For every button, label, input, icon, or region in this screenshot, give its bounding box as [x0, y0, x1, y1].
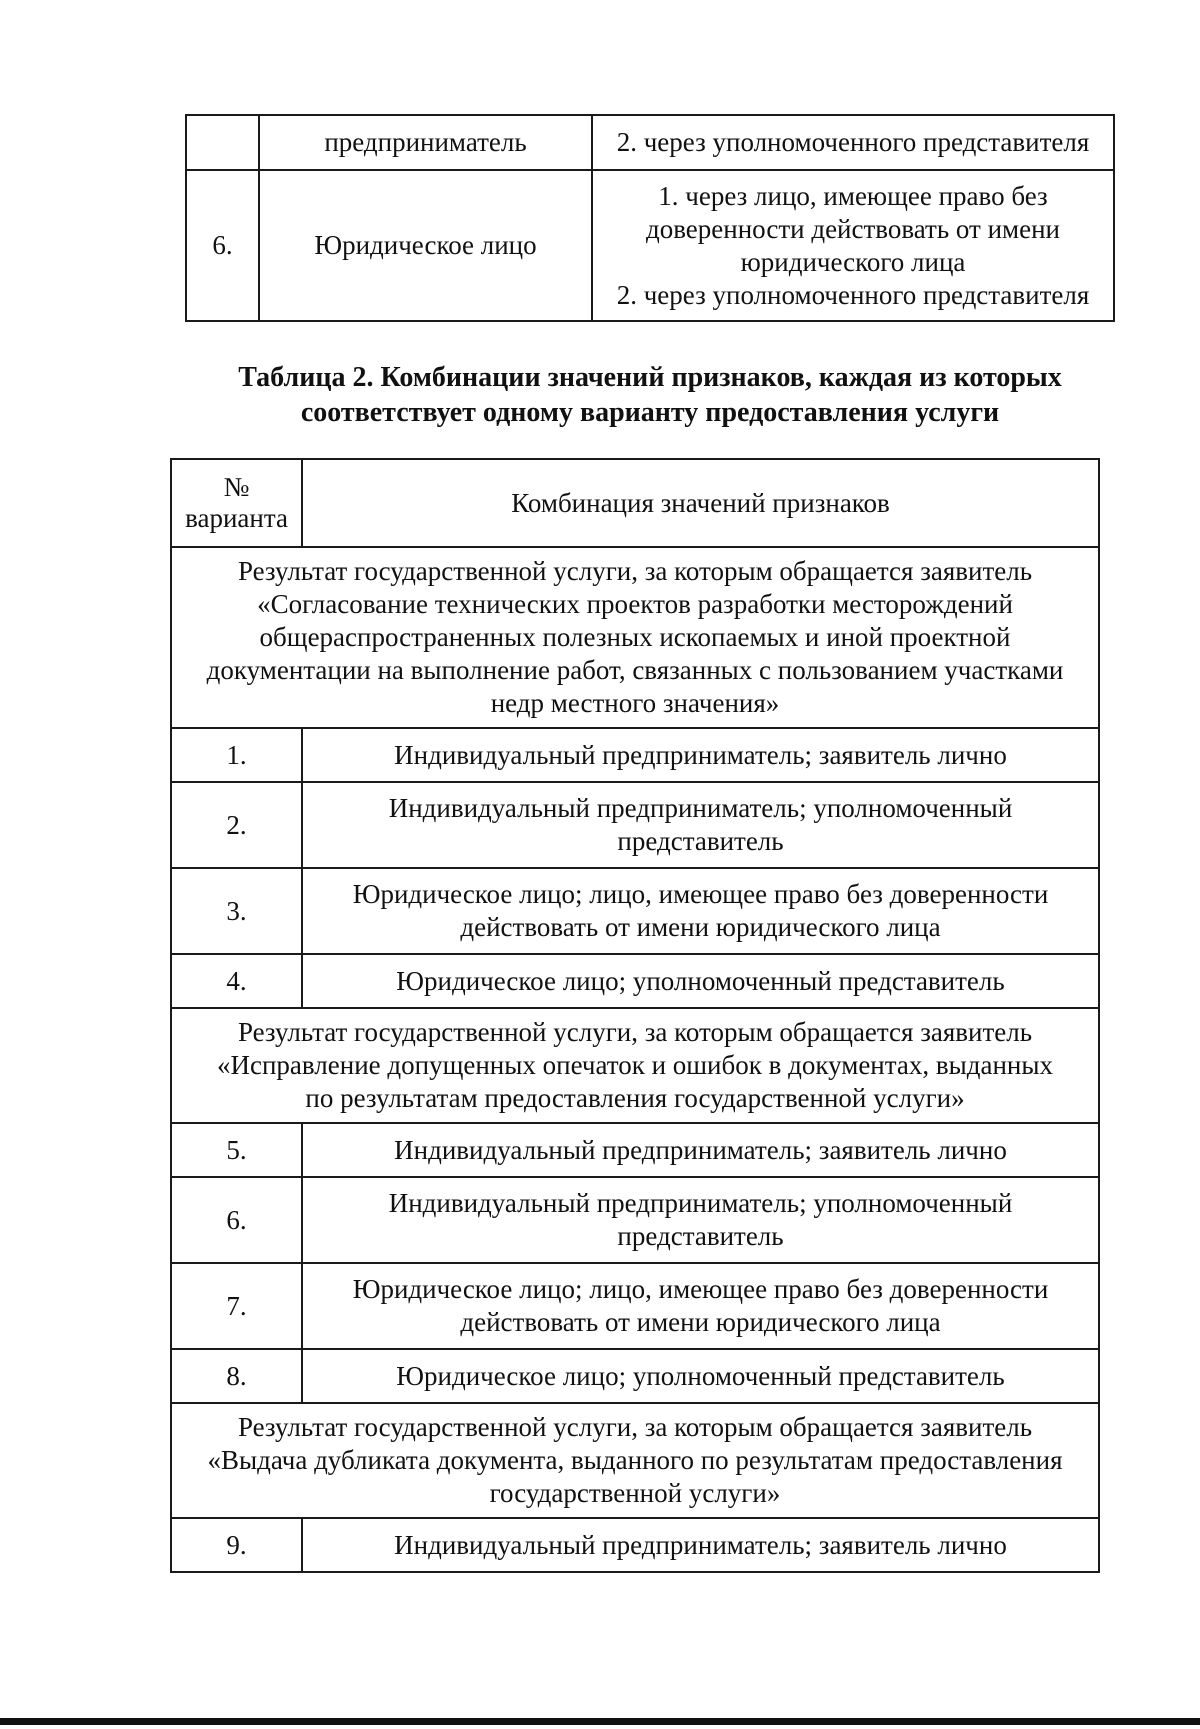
- combination-line: Индивидуальный предприниматель; уполномоченный: [388, 1188, 1013, 1218]
- combination-line: Индивидуальный предприниматель; заявитель лично: [394, 1134, 1007, 1165]
- table-title-line: соответствует одному варианту предоставления услуги: [300, 397, 1000, 428]
- table-header-row: [171, 459, 1099, 547]
- combination-line: представитель: [617, 826, 784, 856]
- method-line: 2. через уполномоченного представителя: [616, 279, 1090, 310]
- result-group-cell: [171, 1403, 1099, 1518]
- header-num-symbol: №: [223, 472, 250, 502]
- variant-number-cell: 3.: [171, 868, 302, 954]
- combination-line: Юридическое лицо; лицо, имеющее право без доверенности: [352, 879, 1049, 909]
- variant-combinations-table: [170, 458, 1100, 1573]
- method-cell: [592, 170, 1114, 321]
- combination-line: представитель: [617, 1221, 784, 1251]
- applicant-type-cell: Юридическое лицо: [259, 170, 592, 321]
- result-line: документации на выполнение работ, связанных с пользованием участками: [206, 655, 1064, 685]
- variant-number-header: [171, 459, 302, 547]
- result-line: недр местного значения»: [490, 688, 780, 718]
- combination-cell: [302, 728, 1099, 782]
- table-row: [171, 954, 1099, 1008]
- result-line: Результат государственной услуги, за которым обращается заявитель: [237, 556, 1033, 586]
- combination-line: Юридическое лицо; уполномоченный представитель: [396, 965, 1005, 996]
- combination-line: Индивидуальный предприниматель; заявитель лично: [394, 1529, 1007, 1560]
- applicant-methods-table: [185, 114, 1115, 322]
- variant-number-cell: 6.: [171, 1177, 302, 1263]
- result-line: «Выдача дубликата документа, выданного по результатам предоставления: [207, 1445, 1063, 1475]
- result-group-row: [171, 547, 1099, 728]
- combination-line: Индивидуальный предприниматель; уполномоченный: [388, 793, 1013, 823]
- row-number-cell: [186, 115, 259, 170]
- table-title-line: Таблица 2. Комбинации значений признаков, каждая из которых: [238, 362, 1062, 393]
- result-group-row: [171, 1008, 1099, 1123]
- combination-cell: [302, 1123, 1099, 1177]
- table-row: [171, 1518, 1099, 1572]
- result-line: по результатам предоставления государственной услуги»: [305, 1083, 965, 1113]
- method-line: 2. через уполномоченного представителя: [616, 127, 1090, 157]
- row-number-cell: 6.: [186, 170, 259, 321]
- table-row: [171, 1263, 1099, 1349]
- table-title: [150, 360, 1150, 430]
- result-group-row: [171, 1403, 1099, 1518]
- result-line: «Согласование технических проектов разработки месторождений: [257, 589, 1013, 619]
- applicant-type-cell: предприниматель: [259, 115, 592, 170]
- combination-line: действовать от имени юридического лица: [460, 1307, 941, 1337]
- combination-cell: [302, 1349, 1099, 1403]
- combination-cell: [302, 954, 1099, 1008]
- variant-number-cell: 8.: [171, 1349, 302, 1403]
- table-row: [186, 115, 1114, 170]
- table-row: [171, 728, 1099, 782]
- result-line: Результат государственной услуги, за которым обращается заявитель: [237, 1412, 1033, 1442]
- table-row: [171, 1123, 1099, 1177]
- combination-cell: [302, 782, 1099, 868]
- variant-number-cell: 7.: [171, 1263, 302, 1349]
- method-line: юридического лица: [740, 246, 966, 277]
- table-row: [171, 782, 1099, 868]
- combination-cell: [302, 1177, 1099, 1263]
- combination-line: Юридическое лицо; уполномоченный представитель: [396, 1360, 1005, 1391]
- table-row: [171, 1177, 1099, 1263]
- variant-number-cell: 2.: [171, 782, 302, 868]
- method-cell: [592, 115, 1114, 170]
- method-line: 1. через лицо, имеющее право без: [658, 180, 1048, 211]
- combination-cell: [302, 868, 1099, 954]
- combination-line: Юридическое лицо; лицо, имеющее право без доверенности: [352, 1274, 1049, 1304]
- result-group-cell: [171, 547, 1099, 728]
- variant-number-cell: 9.: [171, 1518, 302, 1572]
- result-line: Результат государственной услуги, за которым обращается заявитель: [237, 1017, 1033, 1047]
- combination-cell: [302, 1263, 1099, 1349]
- result-line: государственной услуги»: [489, 1478, 781, 1508]
- result-line: «Исправление допущенных опечаток и ошибок в документах, выданных: [216, 1050, 1054, 1080]
- table-row: [186, 170, 1114, 321]
- result-group-cell: [171, 1008, 1099, 1123]
- combination-line: действовать от имени юридического лица: [460, 912, 941, 942]
- variant-number-cell: 1.: [171, 728, 302, 782]
- combination-line: Индивидуальный предприниматель; заявитель лично: [394, 739, 1007, 770]
- variant-number-cell: 4.: [171, 954, 302, 1008]
- variant-number-cell: 5.: [171, 1123, 302, 1177]
- combination-header: Комбинация значений признаков: [302, 459, 1099, 547]
- table-row: [171, 868, 1099, 954]
- table-row: [171, 1349, 1099, 1403]
- method-line: доверенности действовать от имени: [645, 213, 1061, 244]
- result-line: общераспространенных полезных ископаемых и иной проектной: [259, 622, 1011, 652]
- header-num-label: варианта: [185, 503, 288, 533]
- page-bottom-rule: [0, 1718, 1200, 1725]
- combination-cell: [302, 1518, 1099, 1572]
